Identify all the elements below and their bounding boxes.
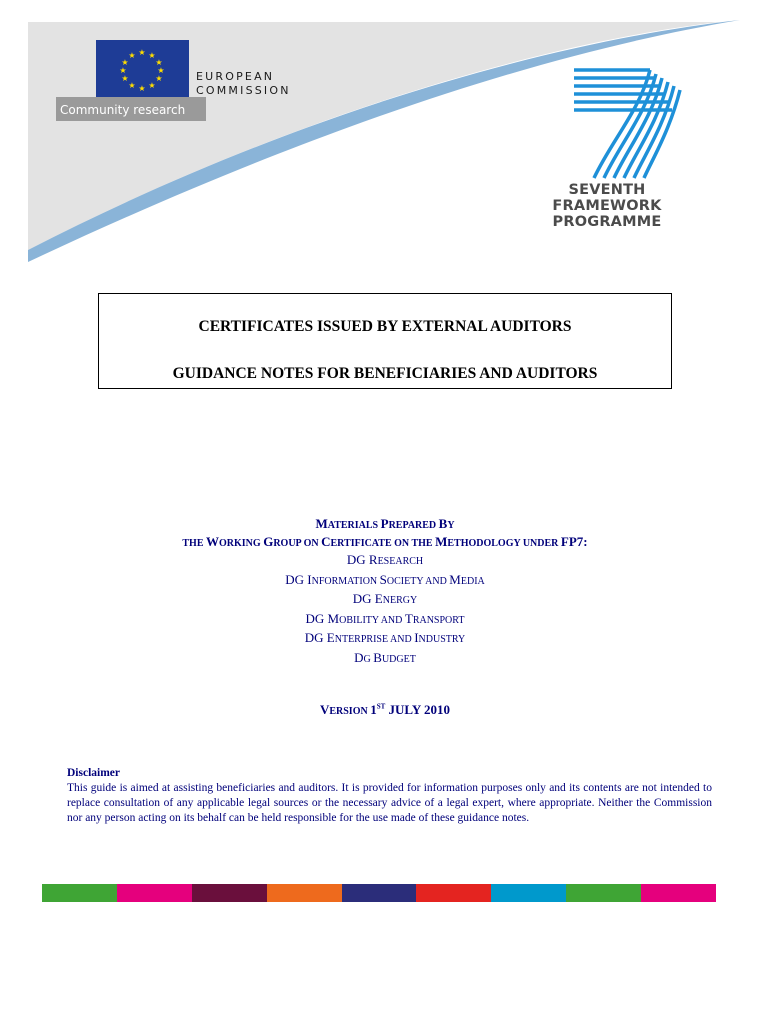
document-title-box	[98, 293, 672, 389]
document-subtitle: GUIDANCE NOTES FOR BENEFICIARIES AND AUDITORS	[172, 365, 598, 382]
svg-text:★: ★	[148, 51, 156, 60]
eu-org-line2: COMMISSION	[196, 84, 291, 97]
seventh-framework-programme-text	[512, 182, 702, 230]
color-bar-segment	[342, 884, 417, 902]
svg-text:★: ★	[128, 81, 136, 90]
prepared-by-heading: MATERIALS PREPARED BY	[315, 516, 455, 531]
disclaimer	[67, 766, 712, 826]
svg-text:★: ★	[155, 74, 163, 83]
dg-list	[0, 551, 770, 668]
european-commission-text	[196, 70, 291, 98]
color-bar-segment	[566, 884, 641, 902]
svg-text:★: ★	[138, 84, 146, 93]
dg-item: DG ENTERPRISE AND INDUSTRY	[304, 630, 466, 645]
version-line: VERSION 1ST JULY 2010	[319, 702, 451, 717]
color-bar-segment	[491, 884, 566, 902]
svg-text:★: ★	[148, 81, 156, 90]
community-research-label: Community research	[60, 103, 186, 117]
color-bar-segment	[641, 884, 716, 902]
svg-text:★: ★	[121, 58, 129, 67]
programme-line2: PROGRAMME	[552, 214, 662, 230]
dg-item: DG INFORMATION SOCIETY AND MEDIA	[285, 571, 485, 587]
svg-text:★: ★	[138, 48, 146, 57]
disclaimer-body: This guide is aimed at assisting beneficiaries and auditors. It is provided for information purposes only and its contents are not intended to replace consultation of any applicable legal sources or the necessary advice of a legal expert, where appropriate. Neither the Commission nor any person acting on its behalf can be held responsible for the use made of these guidance notes.	[67, 782, 712, 824]
color-bar-segment	[267, 884, 342, 902]
dg-item: DG RESEARCH	[346, 552, 424, 567]
color-bar-segment	[117, 884, 192, 902]
dg-item: DG ENERGY	[352, 591, 418, 606]
dg-item: DG MOBILITY AND TRANSPORT	[305, 610, 465, 626]
footer-color-bar	[42, 884, 716, 902]
svg-text:★: ★	[157, 66, 165, 75]
color-bar-segment	[192, 884, 267, 902]
svg-text:★: ★	[119, 66, 127, 75]
fp7-logo	[574, 70, 680, 178]
svg-text:★: ★	[155, 58, 163, 67]
working-group-line: THE WORKING GROUP ON CERTIFICATE ON THE METHODOLOGY UNDER FP7:	[182, 534, 588, 549]
disclaimer-heading: Disclaimer	[67, 767, 121, 779]
svg-text:★: ★	[121, 74, 129, 83]
document-title: CERTIFICATES ISSUED BY EXTERNAL AUDITORS	[198, 318, 572, 335]
programme-line1: SEVENTH FRAMEWORK	[552, 182, 662, 214]
svg-text:★: ★	[128, 51, 136, 60]
eu-org-line1: EUROPEAN	[196, 70, 275, 83]
color-bar-segment	[416, 884, 491, 902]
color-bar-segment	[42, 884, 117, 902]
dg-item: DG BUDGET	[354, 649, 416, 665]
eu-flag-logo	[96, 40, 189, 97]
